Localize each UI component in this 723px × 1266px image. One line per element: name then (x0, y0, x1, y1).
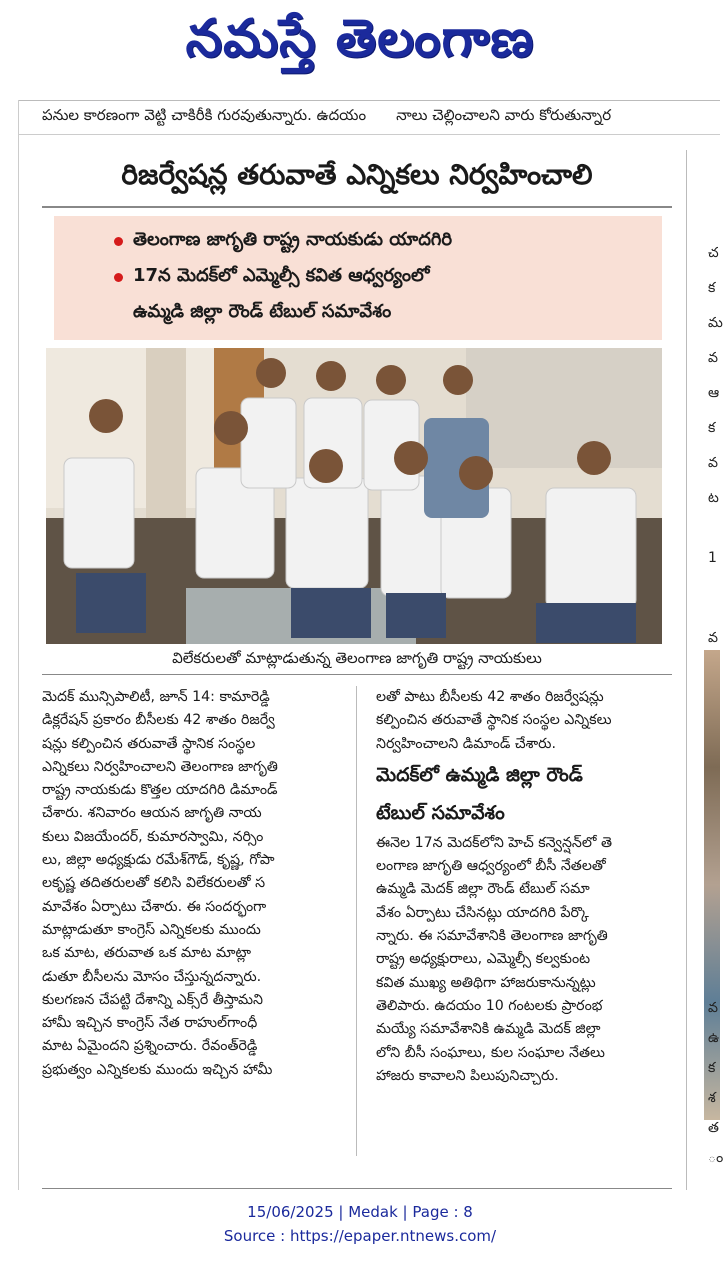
article (42, 146, 672, 1191)
edition-info: 15/06/2025 | Medak | Page : 8 (247, 1203, 473, 1221)
article-subheading: టేబుల్ సమావేశం (376, 801, 505, 824)
body-line: మయ్యే సమావేశానికి ఉమ్మడి మెదక్ జిల్లా (376, 1021, 601, 1038)
body-line: కవిత ముఖ్య అతిథిగా హాజరుకానున్నట్లు (376, 974, 596, 991)
body-line: కల్పించిన తరువాతే స్థానిక సంస్థల ఎన్నికలు (376, 712, 612, 729)
body-line: హామీ ఇచ్చిన కాంగ్రెస్ నేత రాహుల్‌గాంధీ (42, 1015, 258, 1032)
cut-off-glyph: వ (708, 630, 718, 646)
body-line: మాట ఏమైందని ప్రశ్నించారు. రేవంత్‌రెడ్డి (42, 1038, 258, 1055)
body-line: మావేశం ఏర్పాటు చేశారు. ఈ సందర్భంగా (42, 898, 267, 915)
cut-off-glyph: త (708, 1120, 719, 1136)
column-divider (356, 686, 357, 1156)
cut-off-glyph: క (708, 420, 716, 436)
ticker-right-text: నాలు చెల్లించాలని వారు కోరుతున్నార (396, 106, 612, 124)
highlight-item (114, 226, 452, 256)
article-column-left (42, 686, 338, 1082)
body-line: ఒక మాట, తరువాత ఒక మాట మాట్లా (42, 945, 251, 962)
divider (18, 100, 720, 101)
bullet-icon (114, 273, 123, 282)
body-line: నిర్వహించాలని డిమాండ్ చేశారు. (376, 735, 556, 752)
cut-off-glyph: ఉ (708, 1030, 720, 1046)
body-line: లు, జిల్లా అధ్యక్షుడు రమేశ్‌గౌడ్, కృష్ణ, గోపా (42, 852, 275, 869)
highlight-text: 17న మెదక్‌లో ఎమ్మెల్సీ కవిత ఆధ్వర్యంలో (133, 264, 430, 286)
body-line: లోని బీసీ సంఘాలు, కుల సంఘాల నేతలు (376, 1044, 605, 1061)
body-line: తెలిపారు. ఉదయం 10 గంటలకు ప్రారంభ (376, 997, 603, 1014)
cut-off-glyph: శ (708, 1090, 716, 1106)
cut-off-glyph: వ (708, 455, 718, 471)
highlights-box (54, 216, 662, 340)
article-subheading: మెదక్‌లో ఉమ్మడి జిల్లా రౌండ్ (376, 763, 583, 786)
body-line: మెదక్ మున్సిపాలిటీ, జూన్ 14: కామారెడ్డి (42, 689, 270, 705)
article-headline: రిజర్వేషన్ల తరువాతే ఎన్నికలు నిర్వహించాలి (121, 158, 593, 191)
highlight-text: తెలంగాణ జాగృతి రాష్ట్ర నాయకుడు యాదగిరి (133, 228, 453, 250)
body-line: లకృష్ణ తదితరులతో కలిసి విలేకరులతో స (42, 875, 266, 892)
adjacent-article-strip (686, 150, 723, 1190)
body-line: కులు విజయేందర్, కుమారస్వామి, నర్సిం (42, 828, 264, 845)
body-line: డిక్లరేషన్ ప్రకారం బీసీలకు 42 శాతం రిజర్వే (42, 712, 275, 729)
cut-off-glyph: క (708, 280, 716, 296)
divider (42, 206, 672, 208)
adjacent-photo (704, 650, 720, 1120)
divider (42, 674, 672, 675)
body-line: ఎన్నికలు నిర్వహించాలని తెలంగాణ జాగృతి (42, 758, 278, 775)
body-line: మాట్లాడుతూ కాంగ్రెస్ ఎన్నికలకు ముందు (42, 921, 261, 938)
article-column-right (376, 686, 672, 1088)
body-line: హాజరు కావాలని పిలుపునిచ్చారు. (376, 1067, 559, 1084)
masthead (0, 0, 720, 90)
highlight-item-continued (114, 298, 391, 328)
cut-off-glyph: ం (708, 1150, 723, 1166)
group-photo-image (46, 348, 662, 644)
cut-off-glyph: చ (708, 245, 719, 261)
cut-off-glyph: మ (708, 315, 723, 331)
body-line: కులగణన చేపట్టి దేశాన్ని ఎక్స్‌రే తీస్తామని (42, 991, 263, 1008)
photo-caption: విలేకరులతో మాట్లాడుతున్న తెలంగాణ జాగృతి రాష్ట్ర నాయకులు (172, 649, 542, 667)
ticker-strip (42, 104, 720, 130)
body-line: డుతూ బీసీలను మోసం చేస్తున్నదన్నారు. (42, 968, 262, 985)
column-rule (686, 150, 687, 1190)
body-line: చేశారు. శనివారం ఆయన జాగృతి నాయ (42, 805, 262, 822)
cut-off-glyph: ట (708, 490, 719, 506)
bullet-icon (114, 237, 123, 246)
body-line: లంగాణ జాగృతి ఆధ్వర్యంలో బీసీ నేతలతో (376, 858, 606, 875)
cut-off-glyph: వ (708, 350, 718, 366)
column-rule (18, 100, 19, 1190)
body-line: షన్లు కల్పించిన తరువాతే స్థానిక సంస్థల (42, 735, 256, 752)
body-line: వేశం ఏర్పాటు చేసినట్లు యాదగిరి పేర్కొ (376, 904, 589, 921)
cut-off-glyph: వ (708, 1000, 718, 1016)
cut-off-glyph: ఆ (708, 385, 720, 401)
body-line: లతో పాటు బీసీలకు 42 శాతం రిజర్వేషన్లు (376, 689, 604, 705)
divider (42, 1188, 672, 1189)
news-photo (46, 348, 662, 644)
body-line: రాష్ట్ర నాయకుడు కొత్తల యాదగిరి డిమాండ్ (42, 782, 278, 799)
cut-off-glyph: 1 (708, 550, 717, 566)
newspaper-logo: నమస్తే తెలంగాణ (185, 8, 535, 69)
body-line: న్నారు. ఈ సమావేశానికి తెలంగాణ జాగృతి (376, 928, 608, 945)
body-line: ఉమ్మడి మెదక్ జిల్లా రౌండ్ టేబుల్ సమా (376, 881, 590, 898)
body-line: ఈనెల 17న మెదక్‌లోని హెచ్ కన్వెన్షన్‌లో తె (376, 834, 613, 851)
highlight-item (114, 262, 430, 292)
highlight-text: ఉమ్మడి జిల్లా రౌండ్ టేబుల్ సమావేశం (133, 300, 392, 322)
divider (18, 134, 720, 135)
body-line: రాష్ట్ర అధ్యక్షురాలు, ఎమ్మెల్సీ కల్వకుంట (376, 951, 591, 968)
cut-off-glyph: క (708, 1060, 716, 1076)
page-footer (0, 1200, 720, 1248)
ticker-left-text: పనుల కారణంగా వెట్టి చాకిరీకి గురవుతున్నారు. ఉదయం (42, 106, 367, 124)
source-link[interactable]: Source : https://epaper.ntnews.com/ (223, 1227, 497, 1245)
body-line: ప్రభుత్వం ఎన్నికలకు ముందు ఇచ్చిన హామీ (42, 1061, 273, 1078)
